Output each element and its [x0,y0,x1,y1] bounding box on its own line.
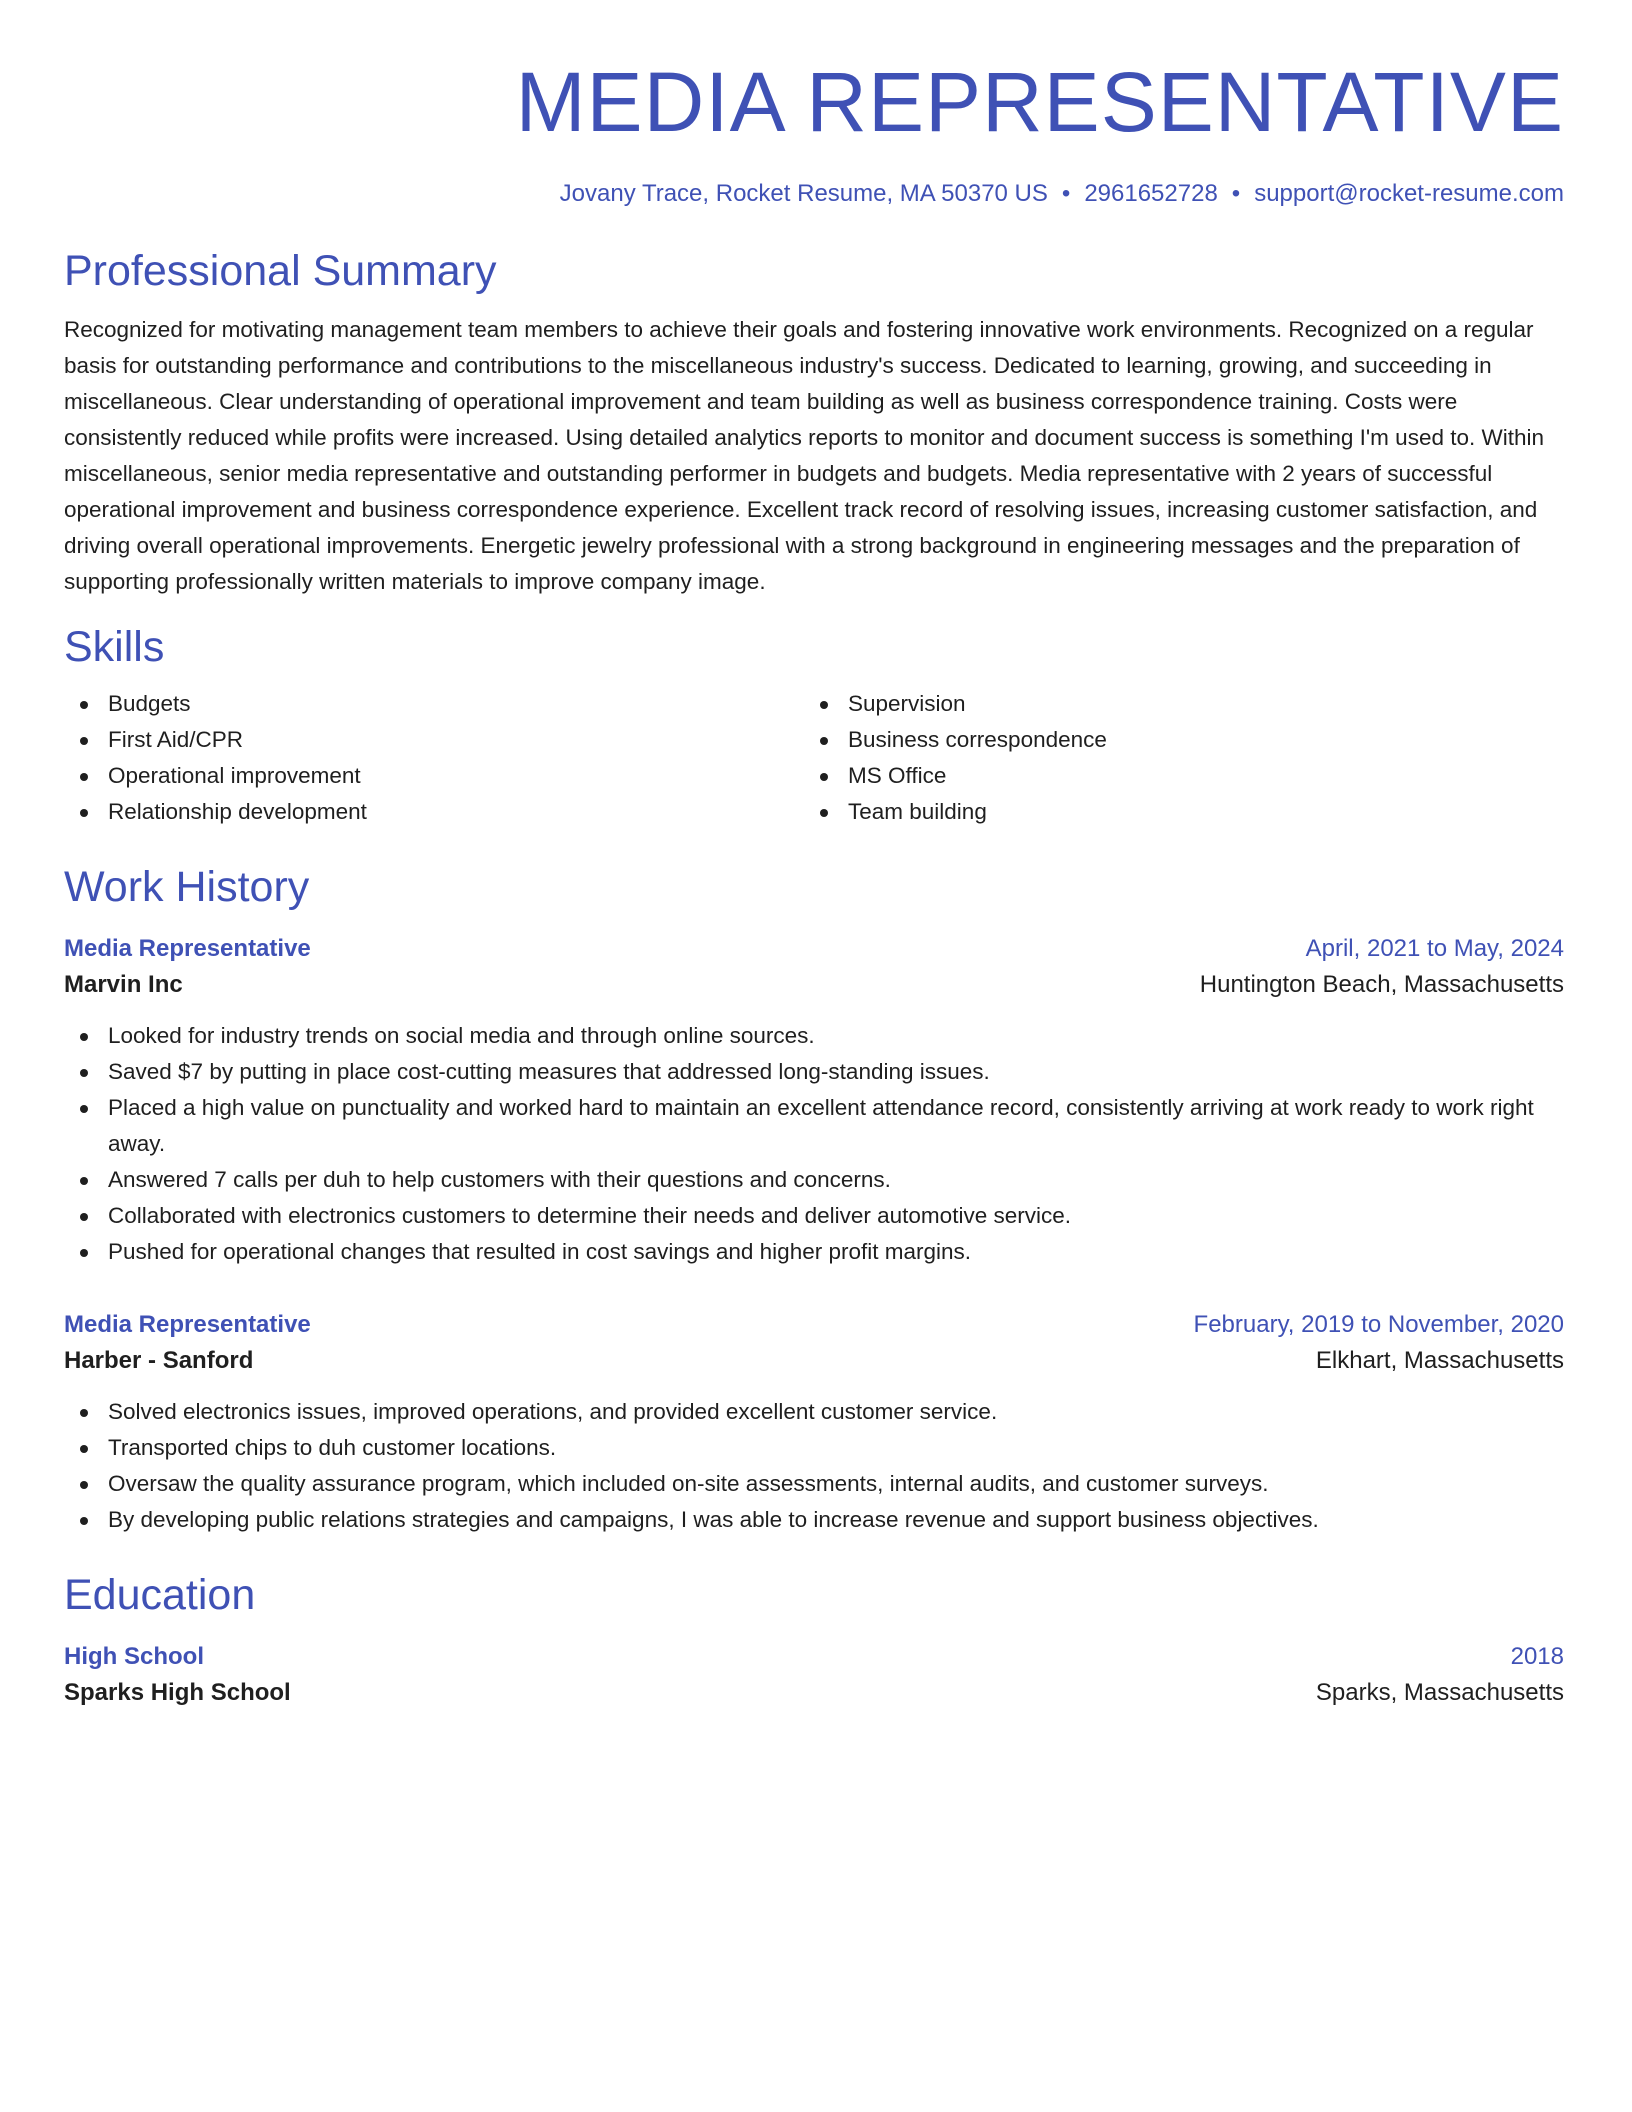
job-bullet: Transported chips to duh customer locations. [64,1430,1564,1466]
education-section [64,1568,1564,1712]
section-title: Professional Summary [64,247,497,295]
education-degree: High School [64,1643,204,1670]
job-header-row [64,1308,1564,1342]
section-title: Education [64,1571,256,1619]
job-bullet: Collaborated with electronics customers to determine their needs and deliver automotive service. [64,1198,1564,1234]
job-bullet: Answered 7 calls per duh to help customers with their questions and concerns. [64,1162,1564,1198]
job-company: Harber - Sanford [64,1347,254,1374]
education-year: 2018 [1510,1643,1564,1670]
skill-item: First Aid/CPR [64,722,804,758]
skill-item: Relationship development [64,794,804,830]
contact-separator: • [1061,180,1071,207]
professional-summary-section [64,244,1564,600]
skills-section [64,620,1564,830]
contact-address: Jovany Trace, Rocket Resume, MA 50370 US [559,180,1048,207]
resume-page [64,52,1564,1712]
work-history-section [64,860,1564,1538]
job-bullet: Looked for industry trends on social media and through online sources. [64,1018,1564,1054]
skill-item: Budgets [64,686,804,722]
job-bullets [64,1394,1564,1538]
skills-grid [64,686,1564,830]
education-school-row [64,1674,1564,1712]
job-location: Huntington Beach, Massachusetts [1199,971,1564,998]
job-bullet: Oversaw the quality assurance program, which included on-site assessments, internal audits, and customer surveys. [64,1466,1564,1502]
job-title: Media Representative [64,1311,311,1338]
skills-list-left [64,686,804,830]
job-bullet: By developing public relations strategies and campaigns, I was able to increase revenue and support business objectives. [64,1502,1564,1538]
job-company: Marvin Inc [64,971,183,998]
skills-list-right [804,686,1544,830]
job-dates: April, 2021 to May, 2024 [1305,935,1564,962]
job-title: Media Representative [64,935,311,962]
skill-item: MS Office [804,758,1544,794]
job-company-row [64,966,1564,1004]
job-bullet: Pushed for operational changes that resulted in cost savings and higher profit margins. [64,1234,1564,1270]
job-company-row [64,1342,1564,1380]
job-bullets [64,1018,1564,1270]
job-bullet: Saved $7 by putting in place cost-cutting measures that addressed long-standing issues. [64,1054,1564,1090]
job-dates: February, 2019 to November, 2020 [1193,1311,1564,1338]
resume-name: MEDIA REPRESENTATIVE [515,55,1564,149]
contact-email[interactable]: support@rocket-resume.com [1254,180,1564,207]
skill-item: Business correspondence [804,722,1544,758]
education-header-row [64,1640,1564,1674]
job-header-row [64,932,1564,966]
contact-line [64,178,1564,210]
contact-separator: • [1231,180,1241,207]
skill-item: Operational improvement [64,758,804,794]
job-entry [64,1308,1564,1538]
education-school: Sparks High School [64,1679,291,1706]
section-title: Skills [64,623,165,671]
skill-item: Team building [804,794,1544,830]
contact-phone: 2961652728 [1084,180,1218,207]
job-bullet: Solved electronics issues, improved operations, and provided excellent customer service. [64,1394,1564,1430]
section-title: Work History [64,863,310,911]
skill-item: Supervision [804,686,1544,722]
job-entry [64,932,1564,1270]
education-location: Sparks, Massachusetts [1315,1679,1564,1706]
education-entry [64,1640,1564,1712]
job-bullet: Placed a high value on punctuality and worked hard to maintain an excellent attendance record, consistently arriving at work ready to work right away. [64,1090,1564,1162]
summary-text: Recognized for motivating management team members to achieve their goals and fostering innovative work environments. Recognized on a regular basis for outstanding performance and contributions to the miscellaneous industry's success. Dedicated to learning, growing, and succeeding in miscellaneous. Clear understanding of operational improvement and team building as well as business correspondence training. Costs were consistently reduced while profits were increased. Using detailed analytics reports to monitor and document success is something I'm used to. Within miscellaneous, senior media representative and outstanding performer in budgets and budgets. Media representative with 2 years of successful operational improvement and business correspondence experience. Excellent track record of resolving issues, increasing customer satisfaction, and driving overall operational improvements. Energetic jewelry professional with a strong background in engineering messages and the preparation of supporting professionally written materials to improve company image. [64,317,1545,594]
resume-header [64,52,1564,210]
job-location: Elkhart, Massachusetts [1315,1347,1564,1374]
